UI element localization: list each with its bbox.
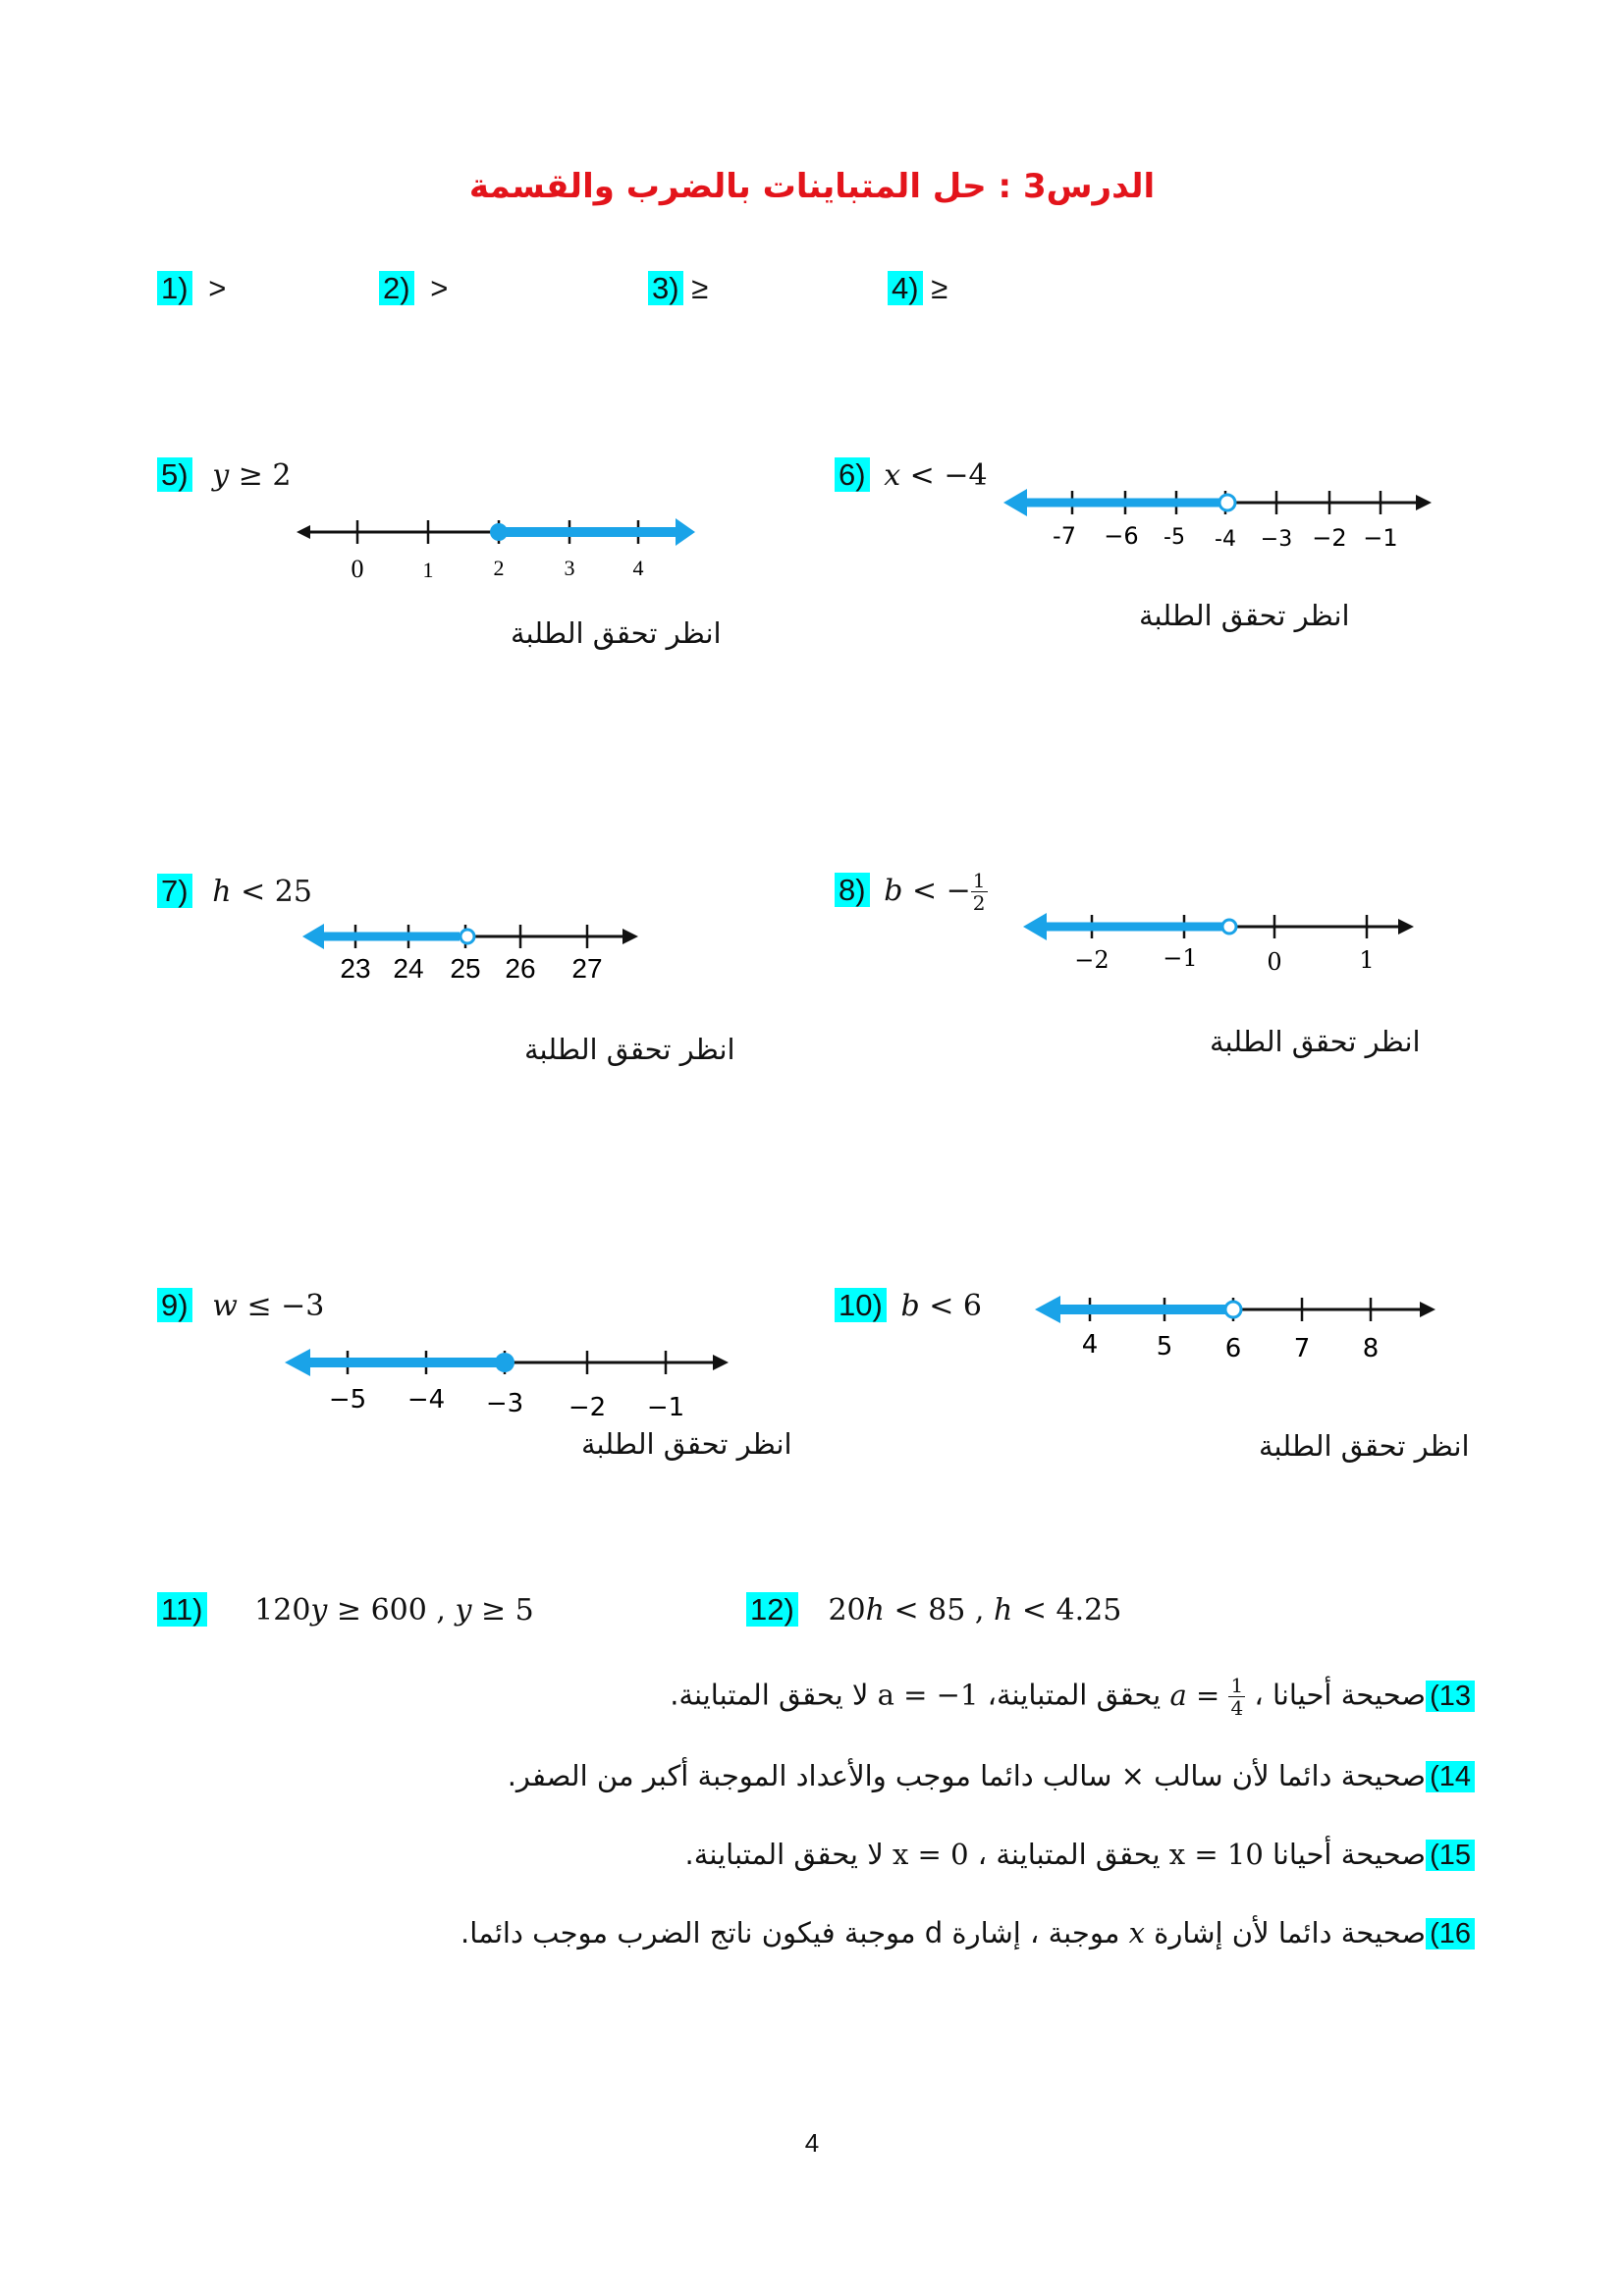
number-label: 9) <box>157 1288 192 1322</box>
statement-text: يحقق المتباينة ، <box>968 1838 1169 1871</box>
problem-7 <box>157 874 312 909</box>
problem-10 <box>835 1288 982 1323</box>
tick-label: 23 <box>340 953 371 984</box>
relation: ≥ 600 <box>336 1593 427 1628</box>
variable: y <box>310 1593 328 1628</box>
statement-16 <box>460 1916 1475 1950</box>
coefficient: 20 <box>828 1593 866 1628</box>
answer-2 <box>379 271 448 306</box>
tick-label: −2 <box>1312 524 1347 552</box>
number-line-5 <box>295 510 707 589</box>
tick-label: 4 <box>632 556 644 580</box>
check-note: انظر تحقق الطلبة <box>524 1033 735 1066</box>
number-line-8 <box>1021 911 1424 989</box>
tick-label: -7 <box>1053 522 1076 550</box>
relation: < 6 <box>929 1289 982 1323</box>
answer-symbol: > <box>430 271 449 305</box>
tick-label: 1 <box>422 558 434 582</box>
tick-label: 24 <box>393 953 424 984</box>
answer-symbol: ≥ <box>931 271 948 305</box>
fraction <box>1228 1675 1245 1719</box>
fraction-denominator: 4 <box>1230 1696 1244 1720</box>
lesson-title: الدرس3 : حل المتباينات بالضرب والقسمة <box>468 167 1156 206</box>
relation: < 25 <box>241 875 312 909</box>
number-label: 7) <box>157 874 192 908</box>
check-note: انظر تحقق الطلبة <box>1259 1429 1470 1463</box>
statement-text: صحيحة أحيانا <box>1263 1838 1427 1871</box>
number-label: 13) <box>1426 1681 1475 1712</box>
problem-11 <box>157 1592 534 1628</box>
variable: y <box>455 1593 472 1628</box>
tick-label: 2 <box>493 556 505 580</box>
fraction <box>971 870 988 914</box>
statement-text: صحيحة دائما لأن إشارة <box>1144 1916 1427 1949</box>
problem-12 <box>746 1592 1121 1628</box>
tick-label: 26 <box>505 953 536 984</box>
statement-text: صحيحة دائما لأن سالب × سالب دائما موجب والأعداد الموجبة أكبر من الصفر. <box>507 1759 1427 1792</box>
variable: h <box>212 875 232 909</box>
check-note: انظر تحقق الطلبة <box>1210 1025 1421 1058</box>
number-label: 5) <box>157 457 192 492</box>
variable: h <box>865 1593 885 1628</box>
answer-4 <box>888 271 947 306</box>
tick-label: 0 <box>351 555 364 583</box>
tick-label: 4 <box>1081 1330 1099 1360</box>
statement-text: صحيحة أحيانا ، <box>1245 1678 1427 1712</box>
tick-label: −2 <box>568 1393 607 1422</box>
number-line-7 <box>300 921 644 989</box>
tick-label: −6 <box>1104 522 1139 550</box>
variable: b <box>900 1289 920 1323</box>
separator: , <box>436 1593 446 1628</box>
answer-1 <box>157 271 226 306</box>
number-label: 12) <box>746 1592 798 1627</box>
variable: h <box>994 1593 1013 1628</box>
math-expression: x = 10 <box>1168 1838 1264 1871</box>
coefficient: 120 <box>254 1593 311 1628</box>
number-label: 6) <box>835 457 870 492</box>
number-label: 11) <box>157 1592 207 1627</box>
statement-14 <box>508 1759 1475 1793</box>
problem-8 <box>835 870 988 914</box>
answer-symbol: ≥ <box>691 271 709 305</box>
check-note: انظر تحقق الطلبة <box>511 616 722 650</box>
problem-5 <box>157 457 291 493</box>
relation: ≤ −3 <box>246 1289 325 1323</box>
tick-label: −1 <box>1363 524 1398 552</box>
tick-label: −3 <box>1260 527 1293 552</box>
number-line-6 <box>1001 485 1434 563</box>
math-expression: a = <box>1169 1678 1229 1712</box>
tick-label: −3 <box>485 1389 524 1418</box>
tick-label: −2 <box>1074 946 1110 974</box>
relation: < 4.25 <box>1021 1593 1122 1628</box>
check-note: انظر تحقق الطلبة <box>581 1427 792 1461</box>
statement-text: موجبة ، إشارة d موجبة فيكون ناتج الضرب موجب دائما. <box>460 1916 1129 1949</box>
tick-label: −4 <box>406 1385 446 1415</box>
number-label: 2) <box>379 271 414 305</box>
variable: x <box>884 458 901 493</box>
tick-label: 25 <box>450 953 481 984</box>
number-label: 3) <box>648 271 683 305</box>
statement-13 <box>670 1675 1475 1719</box>
number-label: 1) <box>157 271 192 305</box>
tick-label: 7 <box>1293 1334 1311 1363</box>
tick-label: -4 <box>1215 527 1236 552</box>
variable: b <box>884 873 903 908</box>
tick-label: 3 <box>564 556 575 580</box>
number-label: 16) <box>1426 1918 1475 1949</box>
separator: , <box>974 1593 985 1628</box>
number-label: 10) <box>835 1288 887 1322</box>
tick-label: −1 <box>646 1393 685 1422</box>
number-label: 8) <box>835 873 870 907</box>
tick-label: 5 <box>1156 1332 1173 1362</box>
statement-text: لا يحقق المتباينة. <box>684 1838 893 1871</box>
number-line-9 <box>283 1345 734 1423</box>
tick-label: 0 <box>1267 948 1282 976</box>
page-number: 4 <box>804 2128 820 2158</box>
relation: ≥ 2 <box>238 458 292 493</box>
relation: < 85 <box>893 1593 966 1628</box>
tick-label: 1 <box>1359 946 1375 974</box>
problem-9 <box>157 1288 324 1323</box>
tick-label: 8 <box>1362 1334 1380 1363</box>
fraction-numerator: 1 <box>1230 1674 1244 1697</box>
tick-label: −1 <box>1163 944 1198 972</box>
check-note: انظر تحقق الطلبة <box>1139 599 1350 632</box>
tick-label: −5 <box>328 1385 367 1415</box>
number-label: 14) <box>1426 1761 1475 1792</box>
fraction-numerator: 1 <box>972 869 986 892</box>
problem-6 <box>835 457 988 493</box>
relation: < −4 <box>909 458 988 493</box>
number-label: 15) <box>1426 1840 1475 1871</box>
relation: < − <box>911 873 971 908</box>
variable: w <box>212 1289 238 1323</box>
number-label: 4) <box>888 271 923 305</box>
answer-3 <box>648 271 708 306</box>
math-expression: a = −1 <box>877 1678 979 1712</box>
statement-text: لا يحقق المتباينة. <box>670 1678 878 1712</box>
tick-label: 27 <box>571 953 603 984</box>
number-line-10 <box>1033 1292 1445 1370</box>
tick-label: 6 <box>1224 1334 1242 1363</box>
statement-text: يحقق المتباينة، <box>978 1678 1170 1712</box>
math-variable: x <box>1128 1916 1145 1949</box>
relation: ≥ 5 <box>480 1593 534 1628</box>
fraction-denominator: 2 <box>972 891 986 915</box>
answer-symbol: > <box>208 271 227 305</box>
variable: y <box>212 458 230 493</box>
statement-15 <box>685 1838 1475 1872</box>
tick-label: -5 <box>1164 525 1185 550</box>
math-expression: x = 0 <box>892 1838 969 1871</box>
